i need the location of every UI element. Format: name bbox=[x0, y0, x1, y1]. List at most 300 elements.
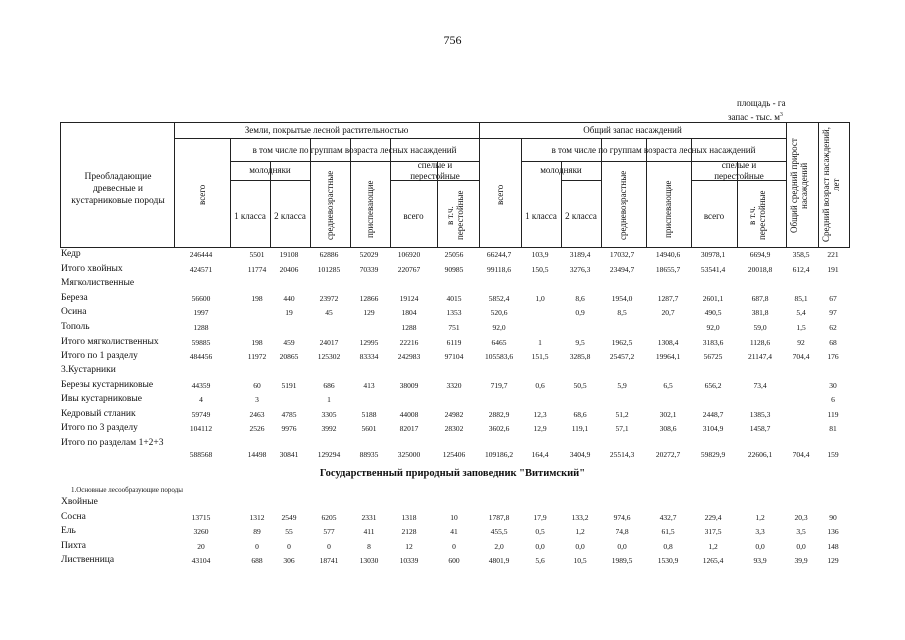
table-cell: 20406 bbox=[279, 265, 299, 274]
section-title: Государственный природный заповедник "Витимский" bbox=[319, 468, 586, 479]
table-cell: 317,5 bbox=[704, 527, 722, 536]
table-row bbox=[0, 336, 905, 349]
table-row bbox=[0, 350, 905, 363]
maturing-header-stock: приспевающие bbox=[663, 180, 673, 238]
table-cell: 23494,7 bbox=[609, 265, 635, 274]
table-cell: 220767 bbox=[397, 265, 421, 274]
table-cell: 50,5 bbox=[573, 381, 587, 390]
table-cell: 70339 bbox=[359, 265, 379, 274]
table-cell: 30841 bbox=[279, 450, 299, 459]
unit-stock-text: запас - тыс. м bbox=[728, 112, 780, 122]
table-row bbox=[0, 379, 905, 392]
table-cell: 432,7 bbox=[659, 513, 677, 522]
table-cell: 242983 bbox=[397, 352, 421, 361]
table-cell: 5,4 bbox=[796, 308, 806, 317]
section-subnote: 1.Основные лесообразующие породы bbox=[71, 486, 183, 494]
table-cell: 52029 bbox=[359, 250, 379, 259]
table-cell: 12995 bbox=[359, 338, 379, 347]
table-cell: 99118,6 bbox=[486, 265, 512, 274]
table-cell: 325000 bbox=[397, 450, 421, 459]
table-cell: 6 bbox=[831, 395, 835, 404]
table-cell: 6694,9 bbox=[749, 250, 771, 259]
table-cell: 5601 bbox=[361, 424, 377, 433]
table-cell: 3260 bbox=[193, 527, 209, 536]
table-cell: 459 bbox=[283, 338, 295, 347]
table-cell: 9976 bbox=[281, 424, 297, 433]
table-cell: 2882,9 bbox=[488, 410, 510, 419]
table-cell: 1312 bbox=[249, 513, 265, 522]
table-cell: 0,0 bbox=[617, 542, 627, 551]
table-cell: 68 bbox=[829, 338, 837, 347]
table-cell: 14940,6 bbox=[655, 250, 681, 259]
young-header-stock: молодняки bbox=[540, 165, 582, 175]
table-cell: 1353 bbox=[446, 308, 462, 317]
table-cell: 41 bbox=[450, 527, 458, 536]
table-cell: 3,3 bbox=[755, 527, 765, 536]
table-cell: 0,9 bbox=[575, 308, 585, 317]
table-cell: 10,5 bbox=[573, 556, 587, 565]
table-cell: 164,4 bbox=[531, 450, 549, 459]
mature-total-header-land: всего bbox=[403, 211, 424, 221]
table-cell: 656,2 bbox=[704, 381, 722, 390]
table-cell: 24982 bbox=[444, 410, 464, 419]
table-cell: 198 bbox=[251, 294, 263, 303]
table-cell: 4015 bbox=[446, 294, 462, 303]
table-cell: 0,0 bbox=[535, 542, 545, 551]
table-cell: 2128 bbox=[401, 527, 417, 536]
table-cell: 18655,7 bbox=[655, 265, 681, 274]
unit-stock-sup: 3 bbox=[779, 112, 783, 118]
mature-header-stock: спелые и перестойные bbox=[714, 160, 764, 181]
table-cell: 67 bbox=[829, 294, 837, 303]
table-cell: 88935 bbox=[359, 450, 379, 459]
table-cell: 89 bbox=[253, 527, 261, 536]
table-cell: 2463 bbox=[249, 410, 265, 419]
table-cell: 150,5 bbox=[531, 265, 549, 274]
table-cell: 56600 bbox=[191, 294, 211, 303]
table-cell: 9,5 bbox=[575, 338, 585, 347]
unit-area-label: площадь - га bbox=[737, 98, 786, 108]
row-label: Кедр bbox=[61, 249, 81, 259]
row-label: Итого по разделам 1+2+3 bbox=[61, 438, 164, 448]
table-cell: 1265,4 bbox=[702, 556, 724, 565]
table-cell: 39,9 bbox=[794, 556, 808, 565]
table-cell: 74,8 bbox=[615, 527, 629, 536]
total-header-stock: всего bbox=[495, 184, 505, 206]
table-row bbox=[0, 554, 905, 567]
table-cell: 125406 bbox=[442, 450, 466, 459]
table-cell: 20865 bbox=[279, 352, 299, 361]
row-label: Итого мягколиственных bbox=[61, 337, 159, 347]
table-cell: 19964,1 bbox=[655, 352, 681, 361]
table-cell: 6465 bbox=[491, 338, 507, 347]
table-cell: 6119 bbox=[446, 338, 462, 347]
table-cell: 20,7 bbox=[661, 308, 675, 317]
table-cell: 3 bbox=[255, 395, 259, 404]
table-cell: 3189,4 bbox=[569, 250, 591, 259]
table-cell: 2601,1 bbox=[702, 294, 724, 303]
table-cell: 2526 bbox=[249, 424, 265, 433]
table-cell: 85,1 bbox=[794, 294, 808, 303]
table-cell: 62 bbox=[829, 323, 837, 332]
table-cell: 30 bbox=[829, 381, 837, 390]
table-cell: 176 bbox=[827, 352, 839, 361]
table-cell: 45 bbox=[325, 308, 333, 317]
row-label: 3.Кустарники bbox=[61, 365, 116, 375]
table-cell: 6205 bbox=[321, 513, 337, 522]
table-cell: 28302 bbox=[444, 424, 464, 433]
table-cell: 119 bbox=[827, 410, 839, 419]
table-cell: 66244,7 bbox=[486, 250, 512, 259]
table-cell: 10339 bbox=[399, 556, 419, 565]
table-cell: 520,6 bbox=[490, 308, 508, 317]
table-cell: 12,9 bbox=[533, 424, 547, 433]
table-cell: 90 bbox=[829, 513, 837, 522]
table-cell: 12,3 bbox=[533, 410, 547, 419]
table-row bbox=[0, 263, 905, 276]
table-cell: 19 bbox=[285, 308, 293, 317]
row-label: Итого хвойных bbox=[61, 264, 123, 274]
table-cell: 191 bbox=[827, 265, 839, 274]
table-cell: 484456 bbox=[189, 352, 213, 361]
table-cell: 4 bbox=[199, 395, 203, 404]
table-cell: 44008 bbox=[399, 410, 419, 419]
table-cell: 62886 bbox=[319, 250, 339, 259]
maturing-header-land: приспевающие bbox=[365, 180, 375, 238]
row-label: Итого по 3 разделу bbox=[61, 423, 138, 433]
total-header-land: всего bbox=[197, 184, 207, 206]
table-cell: 13030 bbox=[359, 556, 379, 565]
row-label: Ель bbox=[61, 526, 76, 536]
table-cell: 0,5 bbox=[535, 527, 545, 536]
table-cell: 60 bbox=[253, 381, 261, 390]
table-cell: 3285,8 bbox=[569, 352, 591, 361]
table-cell: 83334 bbox=[359, 352, 379, 361]
table-cell: 0 bbox=[287, 542, 291, 551]
row-label: Пихта bbox=[61, 541, 86, 551]
table-cell: 106920 bbox=[397, 250, 421, 259]
table-cell: 440 bbox=[283, 294, 295, 303]
table-cell: 3183,6 bbox=[702, 338, 724, 347]
table-cell: 413 bbox=[363, 381, 375, 390]
table-cell: 3992 bbox=[321, 424, 337, 433]
table-cell: 25514,3 bbox=[609, 450, 635, 459]
table-cell: 306 bbox=[283, 556, 295, 565]
table-cell: 97 bbox=[829, 308, 837, 317]
middle-header-stock: средневозрастные bbox=[618, 170, 628, 240]
table-cell: 129 bbox=[827, 556, 839, 565]
table-cell: 0 bbox=[327, 542, 331, 551]
table-row bbox=[0, 393, 905, 406]
table-cell: 490,5 bbox=[704, 308, 722, 317]
table-cell: 1,0 bbox=[535, 294, 545, 303]
table-cell: 19108 bbox=[279, 250, 299, 259]
table-cell: 455,5 bbox=[490, 527, 508, 536]
table-cell: 105583,6 bbox=[484, 352, 514, 361]
table-cell: 1997 bbox=[193, 308, 209, 317]
table-cell: 55 bbox=[285, 527, 293, 536]
table-cell: 751 bbox=[448, 323, 460, 332]
table-cell: 1288 bbox=[193, 323, 209, 332]
table-cell: 57,1 bbox=[615, 424, 629, 433]
table-cell: 5,9 bbox=[617, 381, 627, 390]
table-row bbox=[0, 525, 905, 538]
table-cell: 22606,1 bbox=[747, 450, 773, 459]
table-row bbox=[0, 496, 905, 509]
table-cell: 92,0 bbox=[706, 323, 720, 332]
table-row bbox=[0, 364, 905, 377]
table-cell: 30978,1 bbox=[700, 250, 726, 259]
table-cell: 93,9 bbox=[753, 556, 767, 565]
table-cell: 0,0 bbox=[796, 542, 806, 551]
table-cell: 381,8 bbox=[751, 308, 769, 317]
table-row bbox=[0, 321, 905, 334]
table-cell: 1287,7 bbox=[657, 294, 679, 303]
table-cell: 8 bbox=[367, 542, 371, 551]
table-cell: 4785 bbox=[281, 410, 297, 419]
table-header bbox=[60, 122, 850, 248]
table-cell: 3320 bbox=[446, 381, 462, 390]
table-cell: 20272,7 bbox=[655, 450, 681, 459]
row-label: Мягколиственные bbox=[61, 278, 135, 288]
table-cell: 17,9 bbox=[533, 513, 547, 522]
table-cell: 1 bbox=[538, 338, 542, 347]
table-cell: 56725 bbox=[703, 352, 723, 361]
table-cell: 0,0 bbox=[755, 542, 765, 551]
table-row bbox=[0, 511, 905, 524]
table-cell: 1318 bbox=[401, 513, 417, 522]
table-cell: 24017 bbox=[319, 338, 339, 347]
table-cell: 974,6 bbox=[613, 513, 631, 522]
middle-header-land: средневозрастные bbox=[325, 170, 335, 240]
table-cell: 97104 bbox=[444, 352, 464, 361]
table-cell: 38009 bbox=[399, 381, 419, 390]
table-cell: 1962,5 bbox=[611, 338, 633, 347]
table-cell: 1787,8 bbox=[488, 513, 510, 522]
table-row bbox=[0, 437, 905, 459]
avg-age-header: Средний возраст насаждений, лет bbox=[821, 127, 841, 243]
table-cell: 12866 bbox=[359, 294, 379, 303]
table-cell: 0,0 bbox=[575, 542, 585, 551]
table-cell: 151,5 bbox=[531, 352, 549, 361]
table-cell: 2448,7 bbox=[702, 410, 724, 419]
table-cell: 704,4 bbox=[792, 450, 810, 459]
table-cell: 2549 bbox=[281, 513, 297, 522]
table-cell: 129 bbox=[363, 308, 375, 317]
table-cell: 81 bbox=[829, 424, 837, 433]
table-cell: 3104,9 bbox=[702, 424, 724, 433]
table-cell: 51,2 bbox=[615, 410, 629, 419]
table-cell: 22216 bbox=[399, 338, 419, 347]
table-cell: 82017 bbox=[399, 424, 419, 433]
table-cell: 125302 bbox=[317, 352, 341, 361]
table-cell: 358,5 bbox=[792, 250, 810, 259]
table-cell: 3276,3 bbox=[569, 265, 591, 274]
table-cell: 1 bbox=[327, 395, 331, 404]
table-cell: 308,6 bbox=[659, 424, 677, 433]
table-cell: 53541,4 bbox=[700, 265, 726, 274]
class1-header-stock: 1 класса bbox=[525, 211, 557, 221]
table-cell: 1128,6 bbox=[749, 338, 771, 347]
table-cell: 10 bbox=[450, 513, 458, 522]
table-cell: 43104 bbox=[191, 556, 211, 565]
table-cell: 68,6 bbox=[573, 410, 587, 419]
row-label: Осина bbox=[61, 307, 87, 317]
table-cell: 5188 bbox=[361, 410, 377, 419]
table-cell: 424571 bbox=[189, 265, 213, 274]
table-cell: 1308,4 bbox=[657, 338, 679, 347]
table-cell: 1,2 bbox=[708, 542, 718, 551]
row-label: Ивы кустарниковые bbox=[61, 394, 142, 404]
table-row bbox=[0, 540, 905, 553]
table-cell: 1804 bbox=[401, 308, 417, 317]
table-cell: 8,6 bbox=[575, 294, 585, 303]
table-cell: 73,4 bbox=[753, 381, 767, 390]
table-cell: 704,4 bbox=[792, 352, 810, 361]
table-cell: 12 bbox=[405, 542, 413, 551]
table-cell: 686 bbox=[323, 381, 335, 390]
mature-total-header-stock: всего bbox=[703, 211, 725, 221]
table-cell: 103,9 bbox=[531, 250, 549, 259]
row-label: Хвойные bbox=[61, 497, 98, 507]
table-cell: 25056 bbox=[444, 250, 464, 259]
table-cell: 21147,4 bbox=[747, 352, 773, 361]
page-number: 756 bbox=[443, 33, 462, 47]
table-cell: 1,2 bbox=[575, 527, 585, 536]
table-cell: 688 bbox=[251, 556, 263, 565]
unit-stock-label bbox=[728, 112, 783, 122]
table-cell: 1288 bbox=[401, 323, 417, 332]
table-cell: 136 bbox=[827, 527, 839, 536]
row-label: Лиственница bbox=[61, 555, 115, 565]
row-label: Сосна bbox=[61, 512, 86, 522]
table-cell: 0,8 bbox=[663, 542, 673, 551]
table-cell: 302,1 bbox=[659, 410, 677, 419]
table-cell: 687,8 bbox=[751, 294, 769, 303]
row-label: Тополь bbox=[61, 322, 90, 332]
row-label: Кедровый стланик bbox=[61, 409, 136, 419]
table-cell: 0 bbox=[452, 542, 456, 551]
table-cell: 92 bbox=[797, 338, 805, 347]
table-cell: 600 bbox=[448, 556, 460, 565]
table-cell: 44359 bbox=[191, 381, 211, 390]
row-label: Итого по 1 разделу bbox=[61, 351, 138, 361]
table-cell: 229,4 bbox=[704, 513, 722, 522]
table-cell: 14498 bbox=[247, 450, 267, 459]
class2-header-stock: 2 класса bbox=[565, 211, 597, 221]
table-cell: 59749 bbox=[191, 410, 211, 419]
table-cell: 1954,0 bbox=[611, 294, 633, 303]
land-group-header: Земли, покрытые лесной растительностью bbox=[244, 125, 409, 135]
table-cell: 20,3 bbox=[794, 513, 808, 522]
table-cell: 5501 bbox=[249, 250, 265, 259]
table-cell: 59,0 bbox=[753, 323, 767, 332]
table-cell: 90985 bbox=[444, 265, 464, 274]
table-row bbox=[0, 306, 905, 319]
table-cell: 11774 bbox=[247, 265, 267, 274]
overmature-header-stock: в т.ч. перестойные bbox=[747, 190, 767, 241]
table-cell: 19124 bbox=[399, 294, 419, 303]
overmature-header-land: в т.ч. перестойные bbox=[445, 190, 465, 241]
species-header: Преобладающие древесные и кустарниковые породы bbox=[71, 172, 165, 206]
stock-group-header: Общий запас насаждений bbox=[583, 125, 682, 135]
table-cell: 2,0 bbox=[494, 542, 504, 551]
table-cell: 5,6 bbox=[535, 556, 545, 565]
table-cell: 1,2 bbox=[755, 513, 765, 522]
table-cell: 133,2 bbox=[571, 513, 589, 522]
table-cell: 719,7 bbox=[490, 381, 508, 390]
table-cell: 20018,8 bbox=[747, 265, 773, 274]
table-cell: 129294 bbox=[317, 450, 341, 459]
table-cell: 61,5 bbox=[661, 527, 675, 536]
table-row bbox=[0, 422, 905, 435]
row-label: Береза bbox=[61, 293, 88, 303]
mature-header-land: спелые и перестойные bbox=[410, 160, 460, 181]
table-cell: 148 bbox=[827, 542, 839, 551]
table-cell: 159 bbox=[827, 450, 839, 459]
table-cell: 1989,5 bbox=[611, 556, 633, 565]
row-label: Березы кустарниковые bbox=[61, 380, 154, 390]
table-cell: 17032,7 bbox=[609, 250, 635, 259]
table-cell: 5191 bbox=[281, 381, 297, 390]
table-cell: 13715 bbox=[191, 513, 211, 522]
table-cell: 221 bbox=[827, 250, 839, 259]
table-cell: 11972 bbox=[247, 352, 267, 361]
table-cell: 20 bbox=[197, 542, 205, 551]
table-cell: 1458,7 bbox=[749, 424, 771, 433]
table-row bbox=[0, 277, 905, 290]
table-cell: 6,5 bbox=[663, 381, 673, 390]
table-row bbox=[0, 248, 905, 261]
class2-header-land: 2 класса bbox=[274, 211, 306, 221]
table-cell: 25457,2 bbox=[609, 352, 635, 361]
table-cell: 0,6 bbox=[535, 381, 545, 390]
table-cell: 577 bbox=[323, 527, 335, 536]
table-cell: 198 bbox=[251, 338, 263, 347]
table-row bbox=[0, 292, 905, 305]
table-cell: 1,5 bbox=[796, 323, 806, 332]
table-cell: 612,4 bbox=[792, 265, 810, 274]
table-cell: 2331 bbox=[361, 513, 377, 522]
table-cell: 23972 bbox=[319, 294, 339, 303]
table-cell: 92,0 bbox=[492, 323, 506, 332]
table-cell: 246444 bbox=[189, 250, 213, 259]
table-cell: 59885 bbox=[191, 338, 211, 347]
young-header-land: молодняки bbox=[249, 165, 291, 175]
table-cell: 5852,4 bbox=[488, 294, 510, 303]
table-cell: 109186,2 bbox=[484, 450, 514, 459]
table-cell: 3602,6 bbox=[488, 424, 510, 433]
table-cell: 3404,9 bbox=[569, 450, 591, 459]
table-row bbox=[0, 408, 905, 421]
table-cell: 588568 bbox=[189, 450, 213, 459]
table-cell: 1385,3 bbox=[749, 410, 771, 419]
table-cell: 411 bbox=[363, 527, 375, 536]
table-cell: 18741 bbox=[319, 556, 339, 565]
table-cell: 4801,9 bbox=[488, 556, 510, 565]
table-cell: 0 bbox=[255, 542, 259, 551]
table-cell: 104112 bbox=[189, 424, 213, 433]
table-cell: 1530,9 bbox=[657, 556, 679, 565]
avg-growth-header: Общий средний прирост насаждений bbox=[789, 138, 809, 234]
class1-header-land: 1 класса bbox=[234, 211, 266, 221]
by-age-header-land: в том числе по группам возраста лесных насаждений bbox=[252, 145, 457, 155]
table-cell: 101285 bbox=[317, 265, 341, 274]
table-cell: 119,1 bbox=[571, 424, 589, 433]
table-cell: 59829,9 bbox=[700, 450, 726, 459]
table-cell: 3,5 bbox=[796, 527, 806, 536]
table-cell: 8,5 bbox=[617, 308, 627, 317]
